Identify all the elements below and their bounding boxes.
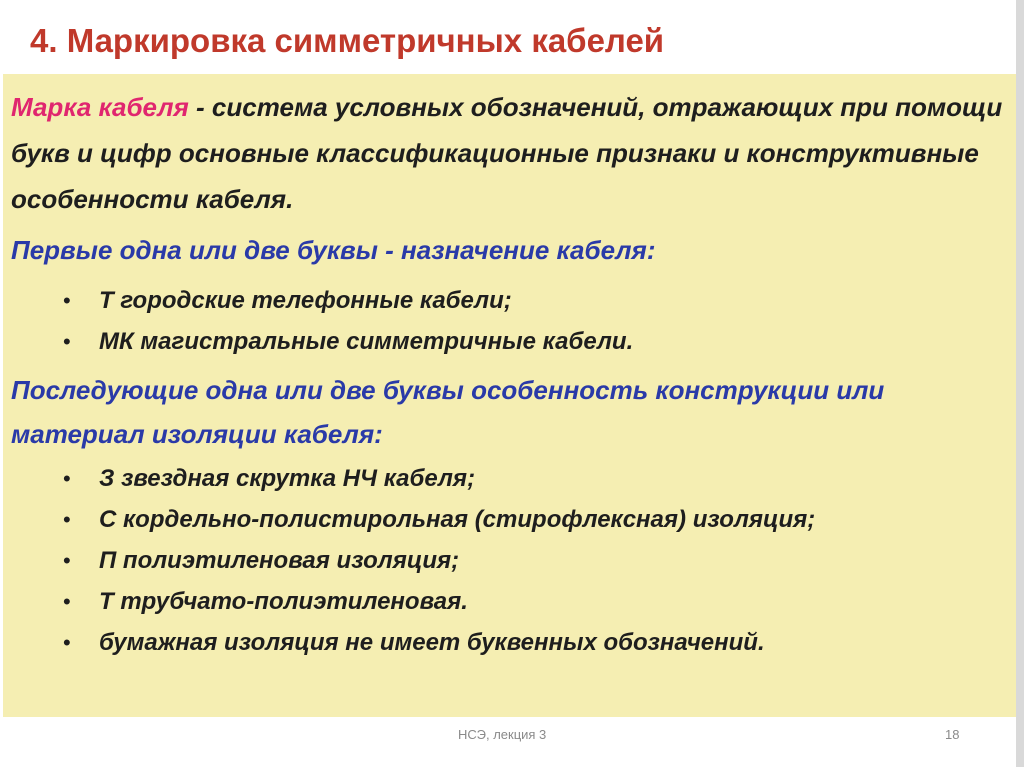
definition-term: Марка кабеля <box>11 92 189 122</box>
section-heading-construction: Последующие одна или две буквы особенность конструкции или материал изоляции кабеля: <box>11 375 885 449</box>
purpose-list <box>11 280 1010 362</box>
bullet-icon: • <box>63 589 71 614</box>
section-heading-purpose: Первые одна или две буквы - назначение кабеля: <box>11 235 656 265</box>
footer-label: НСЭ, лекция 3 <box>458 727 547 742</box>
construction-list <box>11 458 1010 663</box>
list-item: • С кордельно-полистирольная (стирофлексная) изоляция; <box>63 499 1010 540</box>
list-item: • Т городские телефонные кабели; <box>63 280 1010 321</box>
list-item: • бумажная изоляция не имеет буквенных обозначений. <box>63 622 1010 663</box>
bullet-icon: • <box>63 548 71 573</box>
bullet-icon: • <box>63 329 71 354</box>
bullet-icon: • <box>63 288 71 313</box>
definition-text: система условных обозначений, отражающих при помощи букв и цифр основные классификационные признаки и конструктивные особенности кабеля. <box>11 92 1003 214</box>
page-number: 18 <box>945 727 960 742</box>
list-item: • МК магистральные симметричные кабели. <box>63 321 1010 362</box>
bullet-icon: • <box>63 466 71 491</box>
bullet-icon: • <box>63 630 71 655</box>
definition-paragraph <box>11 84 1010 222</box>
list-item: • П полиэтиленовая изоляция; <box>63 540 1010 581</box>
content-panel <box>3 74 1016 717</box>
viewer-edge <box>1016 0 1024 767</box>
bullet-icon: • <box>63 507 71 532</box>
slide-title: 4. Маркировка симметричных кабелей <box>30 22 665 59</box>
list-item: • Т трубчато-полиэтиленовая. <box>63 581 1010 622</box>
definition-dash: - <box>188 92 212 122</box>
list-item: • З звездная скрутка НЧ кабеля; <box>63 458 1010 499</box>
